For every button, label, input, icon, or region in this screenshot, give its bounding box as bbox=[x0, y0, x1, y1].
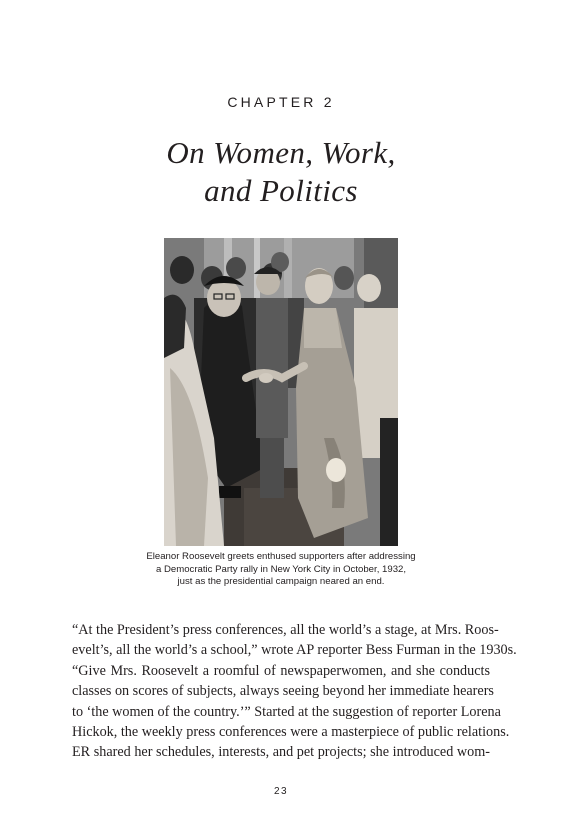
caption-line: a Democratic Party rally in New York City in October, 1932, bbox=[155, 563, 407, 575]
photo-caption bbox=[120, 551, 442, 589]
body-line: “Give Mrs. Roosevelt a roomful of newspaperwomen, and she conducts bbox=[72, 662, 490, 679]
photo-image bbox=[164, 238, 398, 546]
chapter-label: CHAPTER 2 bbox=[227, 94, 335, 110]
body-line: to ‘the women of the country.’” Started at the suggestion of reporter Lorena bbox=[72, 703, 501, 720]
body-line: classes on scores of subjects, always seeing beyond her immediate hearers bbox=[72, 683, 494, 700]
caption-line: Eleanor Roosevelt greets enthused supporters after addressing bbox=[146, 551, 416, 562]
chapter-title bbox=[0, 134, 562, 210]
photo bbox=[164, 238, 398, 546]
caption-line: just as the presidential campaign neared an end. bbox=[177, 576, 385, 588]
body-paragraph bbox=[72, 620, 517, 763]
chapter-title-line-2: and Politics bbox=[204, 173, 358, 208]
body-line: Hickok, the weekly press conferences were a masterpiece of public relations. bbox=[72, 724, 510, 741]
chapter-title-line-1: On Women, Work, bbox=[166, 135, 396, 170]
body-line: evelt’s, all the world’s a school,” wrote AP reporter Bess Furman in the 1930s. bbox=[72, 642, 517, 659]
body-line: “At the President’s press conferences, all the world’s a stage, at Mrs. Roos- bbox=[72, 622, 499, 638]
page-number: 23 bbox=[273, 786, 289, 797]
body-line: ER shared her schedules, interests, and pet projects; she introduced wom- bbox=[72, 744, 490, 761]
